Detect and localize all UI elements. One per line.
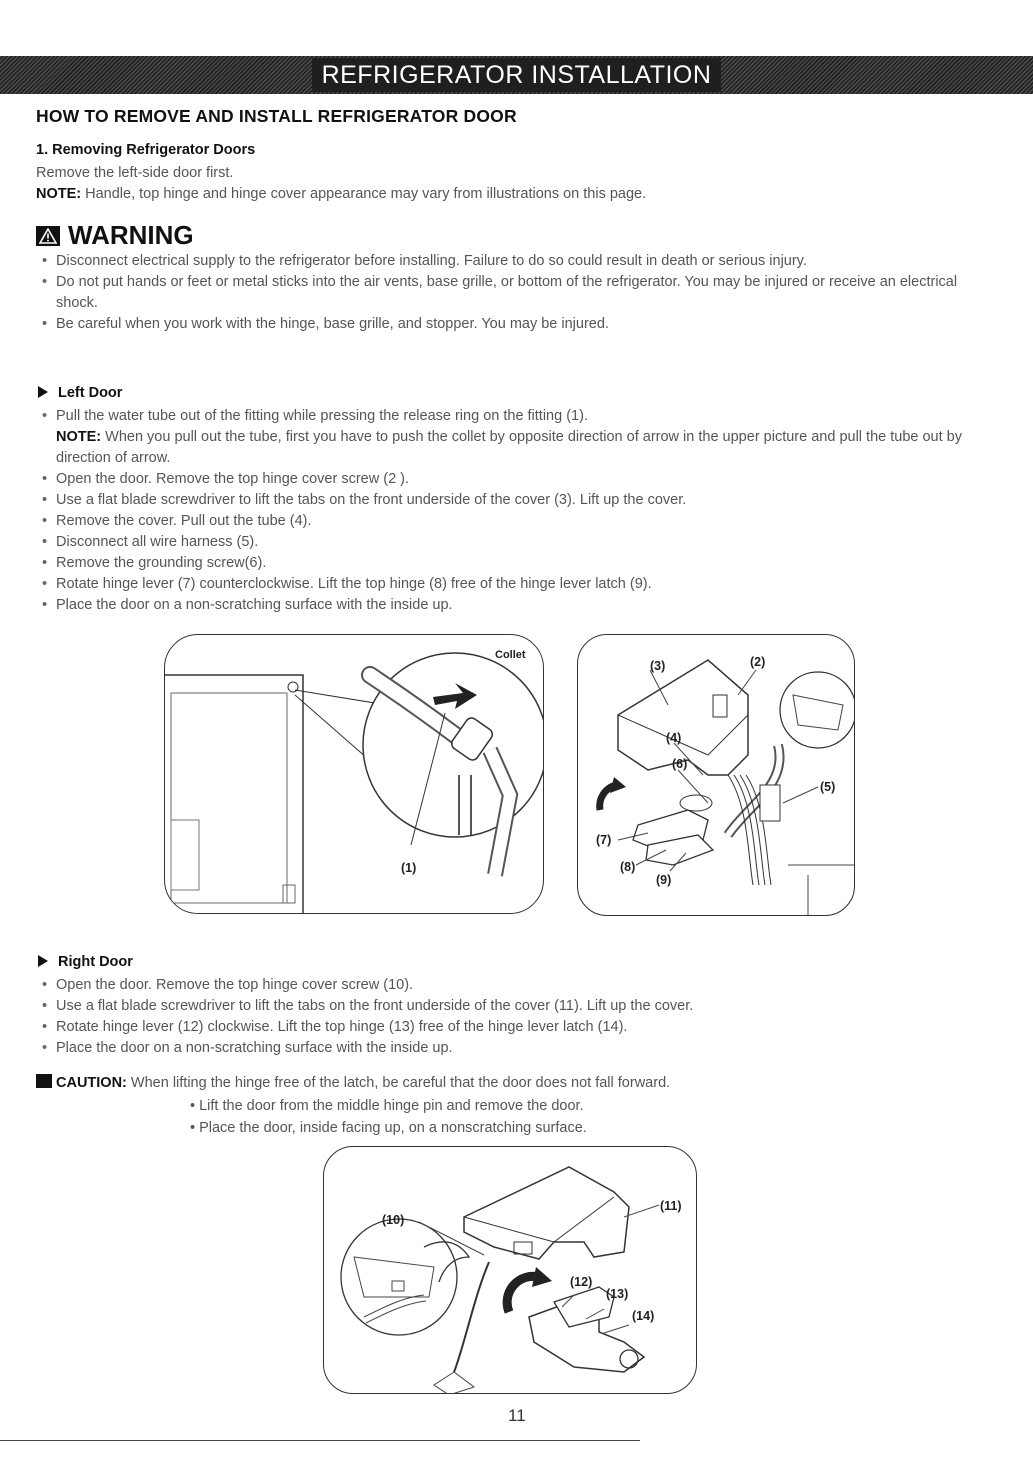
- left-door-step1-list: [36, 406, 971, 427]
- warning-icon: [36, 226, 60, 246]
- callout-13: (13): [606, 1287, 629, 1301]
- caution-icon: [36, 1074, 52, 1088]
- right-door-step: • Rotate hinge lever (12) clockwise. Lift the top hinge (13) free of the hinge lever latch (14).: [36, 1017, 971, 1038]
- figure-hinge-right: [323, 1146, 697, 1394]
- right-door-steps: [36, 975, 971, 1059]
- left-door-note-text: When you pull out the tube, first you have to push the collet by opposite direction of arrow in the upper picture and pull the tube out by direction of arrow.: [56, 429, 962, 466]
- callout-7: (7): [596, 833, 612, 847]
- note-text: Handle, top hinge and hinge cover appearance may vary from illustrations on this page.: [81, 186, 647, 202]
- left-door-step: • Remove the grounding screw(6).: [36, 553, 971, 574]
- figure-collet: [164, 634, 544, 914]
- left-door-step: • Place the door on a non-scratching surface with the inside up.: [36, 595, 971, 616]
- section-title: HOW TO REMOVE AND INSTALL REFRIGERATOR DOOR: [36, 106, 517, 126]
- warning-title: WARNING: [68, 220, 194, 250]
- callout-2: (2): [750, 655, 766, 669]
- intro-text: Remove the left-side door first.: [36, 165, 234, 181]
- callout-1: (1): [401, 861, 417, 875]
- callout-6: (6): [672, 757, 688, 771]
- figure-collet-drawing: [165, 635, 543, 913]
- callout-12: (12): [570, 1275, 593, 1289]
- callout-5: (5): [820, 780, 836, 794]
- right-door-step: • Use a flat blade screwdriver to lift the tabs on the front underside of the cover (11). Lift up the cover.: [36, 996, 971, 1017]
- left-door-step: • Pull the water tube out of the fitting while pressing the release ring on the fitting (1).: [36, 406, 971, 427]
- warning-item: • Disconnect electrical supply to the refrigerator before installing. Failure to do so could result in death or serious injury.: [36, 251, 971, 272]
- arrow-right-icon: [38, 386, 48, 398]
- right-door-step: • Open the door. Remove the top hinge cover screw (10).: [36, 975, 971, 996]
- caution-text: When lifting the hinge free of the latch, be careful that the door does not fall forward.: [126, 1075, 671, 1091]
- callout-11: (11): [660, 1199, 682, 1213]
- note-label: NOTE:: [56, 429, 102, 445]
- figure-hinge-right-drawing: [324, 1147, 696, 1393]
- right-door-heading: [38, 954, 133, 970]
- right-door-title: Right Door: [58, 954, 133, 970]
- figure-hinge-left: [577, 634, 855, 916]
- caution-item: • Lift the door from the middle hinge pin and remove the door.: [190, 1098, 584, 1114]
- caution-line: [36, 1073, 670, 1094]
- right-door-step: • Place the door on a non-scratching surface with the inside up.: [36, 1038, 971, 1059]
- note-paragraph: [36, 184, 646, 205]
- callout-8: (8): [620, 860, 636, 874]
- warning-item: • Do not put hands or feet or metal sticks into the air vents, base grille, or bottom of the refrigerator. You may be injured or receive an electrical shock.: [36, 272, 971, 314]
- left-door-block: [36, 406, 971, 616]
- warning-list: [36, 251, 971, 335]
- warning-heading: [36, 220, 194, 251]
- left-door-step: • Use a flat blade screwdriver to lift the tabs on the front underside of the cover (3). Lift up the cover.: [36, 490, 971, 511]
- note-label: NOTE:: [36, 186, 82, 202]
- collet-label: Collet: [495, 649, 526, 661]
- arrow-right-icon: [38, 955, 48, 967]
- left-door-heading: [38, 385, 122, 401]
- footer-rule: [0, 1440, 640, 1441]
- left-door-steps: [36, 469, 971, 616]
- banner-title: REFRIGERATOR INSTALLATION: [312, 58, 722, 92]
- callout-9: (9): [656, 873, 672, 887]
- left-door-note: [36, 427, 971, 469]
- page-banner: [0, 56, 1033, 94]
- left-door-step: • Open the door. Remove the top hinge cover screw (2 ).: [36, 469, 971, 490]
- left-door-step: • Disconnect all wire harness (5).: [36, 532, 971, 553]
- callout-10: (10): [382, 1213, 405, 1227]
- caution-item: • Place the door, inside facing up, on a nonscratching surface.: [190, 1120, 587, 1136]
- subsection-title: 1. Removing Refrigerator Doors: [36, 142, 256, 158]
- callout-3: (3): [650, 659, 666, 673]
- left-door-step: • Rotate hinge lever (7) counterclockwise. Lift the top hinge (8) free of the hinge lever latch (9).: [36, 574, 971, 595]
- page-number: 11: [508, 1406, 526, 1425]
- left-door-step: • Remove the cover. Pull out the tube (4).: [36, 511, 971, 532]
- caution-label: CAUTION:: [56, 1075, 127, 1091]
- callout-14: (14): [632, 1309, 655, 1323]
- warning-item: • Be careful when you work with the hinge, base grille, and stopper. You may be injured.: [36, 314, 971, 335]
- callout-4: (4): [666, 731, 682, 745]
- left-door-title: Left Door: [58, 385, 123, 401]
